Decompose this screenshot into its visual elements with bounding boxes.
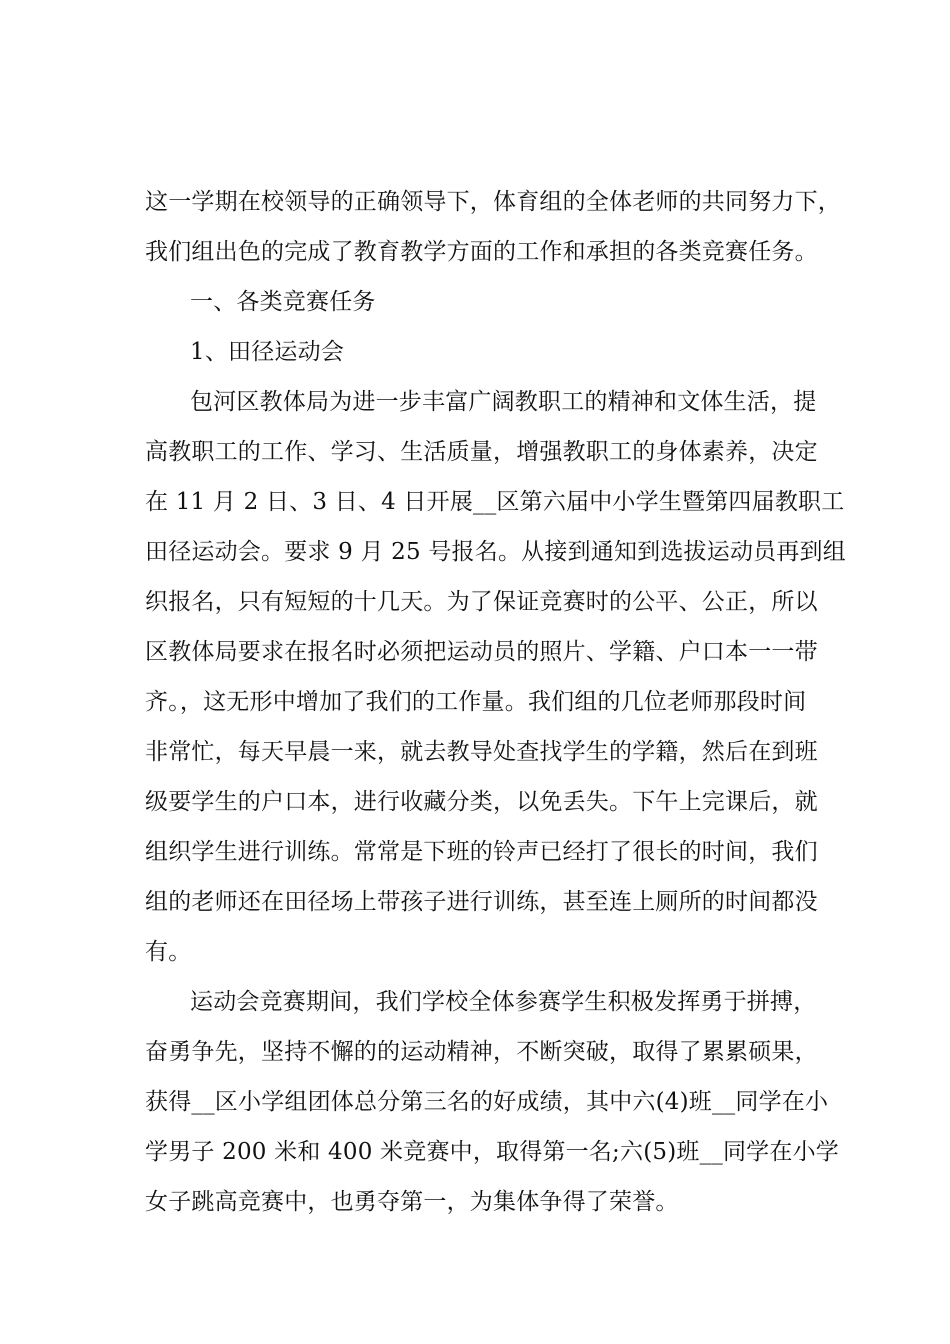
text-line: 非常忙，每天早晨一来，就去教导处查找学生的学籍，然后在到班 <box>145 739 818 765</box>
text-line: 有。 <box>145 939 192 965</box>
text-line: 区教体局要求在报名时必须把运动员的照片、学籍、户口本一一带 <box>145 639 818 665</box>
text-line: 学男子 200 米和 400 米竞赛中，取得第一名;六(5)班__同学在小学 <box>145 1139 839 1165</box>
text-line: 高教职工的工作、学习、生活质量，增强教职工的身体素养，决定 <box>145 439 818 465</box>
text-line: 获得__区小学组团体总分第三名的好成绩，其中六(4)班__同学在小 <box>145 1089 829 1115</box>
text-line: 级要学生的户口本，进行收藏分类，以免丢失。下午上完课后，就 <box>145 789 818 815</box>
text-line: 运动会竞赛期间，我们学校全体参赛学生积极发挥勇于拼搏， <box>190 989 817 1015</box>
text-line: 我们组出色的完成了教育教学方面的工作和承担的各类竞赛任务。 <box>145 239 818 265</box>
subsection-heading: 1、田径运动会 <box>190 339 345 365</box>
text-line: 齐。，这无形中增加了我们的工作量。我们组的几位老师那段时间 <box>145 689 807 715</box>
text-line: 织报名，只有短短的十几天。为了保证竞赛时的公平、公正，所以 <box>145 589 818 615</box>
text-line: 包河区教体局为进一步丰富广阔教职工的精神和文体生活，提 <box>190 389 817 415</box>
text-line: 这一学期在校领导的正确领导下，体育组的全体老师的共同努力下， <box>145 189 841 215</box>
section-heading: 一、各类竞赛任务 <box>190 289 376 315</box>
text-line: 组织学生进行训练。常常是下班的铃声已经打了很长的时间，我们 <box>145 839 818 865</box>
text-line: 田径运动会。要求 9 月 25 号报名。从接到通知到选拔运动员再到组 <box>145 539 846 565</box>
text-line: 组的老师还在田径场上带孩子进行训练，甚至连上厕所的时间都没 <box>145 889 818 915</box>
text-line: 女子跳高竞赛中，也勇夺第一，为集体争得了荣誉。 <box>145 1189 679 1215</box>
text-line: 奋勇争先，坚持不懈的的运动精神，不断突破，取得了累累硕果， <box>145 1039 818 1065</box>
text-line: 在 11 月 2 日、3 日、4 日开展__区第六届中小学生暨第四届教职工 <box>145 489 845 515</box>
